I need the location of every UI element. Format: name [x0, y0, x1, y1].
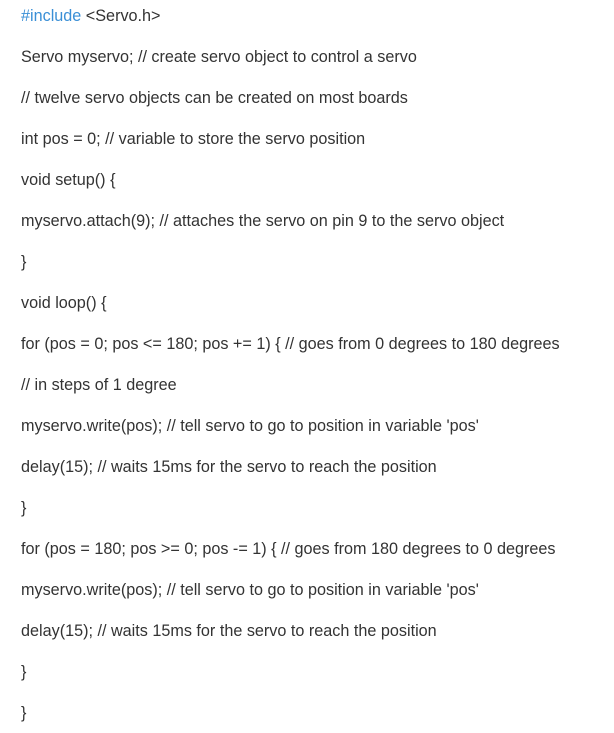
code-line: for (pos = 0; pos <= 180; pos += 1) { // goes from 0 degrees to 180 degrees: [21, 335, 560, 353]
code-line: int pos = 0; // variable to store the servo position: [21, 130, 366, 148]
include-header: <Servo.h>: [81, 7, 161, 25]
code-line: myservo.write(pos); // tell servo to go to position in variable 'pos': [21, 581, 479, 599]
code-line: delay(15); // waits 15ms for the servo to reach the position: [21, 622, 437, 640]
code-line: // twelve servo objects can be created on most boards: [21, 89, 408, 107]
include-directive: #include: [21, 7, 82, 25]
code-line: void loop() {: [21, 294, 107, 312]
code-line: // in steps of 1 degree: [21, 376, 177, 394]
code-line: void setup() {: [21, 171, 116, 189]
code-line: myservo.write(pos); // tell servo to go to position in variable 'pos': [21, 417, 479, 435]
code-line: }: [21, 499, 27, 517]
code-line: }: [21, 663, 27, 681]
code-line: Servo myservo; // create servo object to control a servo: [21, 48, 417, 66]
code-line: delay(15); // waits 15ms for the servo to reach the position: [21, 458, 437, 476]
include-line: [21, 6, 161, 26]
code-line: }: [21, 704, 27, 722]
code-line: }: [21, 253, 27, 271]
code-line: myservo.attach(9); // attaches the servo on pin 9 to the servo object: [21, 212, 505, 230]
code-line: for (pos = 180; pos >= 0; pos -= 1) { // goes from 180 degrees to 0 degrees: [21, 540, 556, 558]
